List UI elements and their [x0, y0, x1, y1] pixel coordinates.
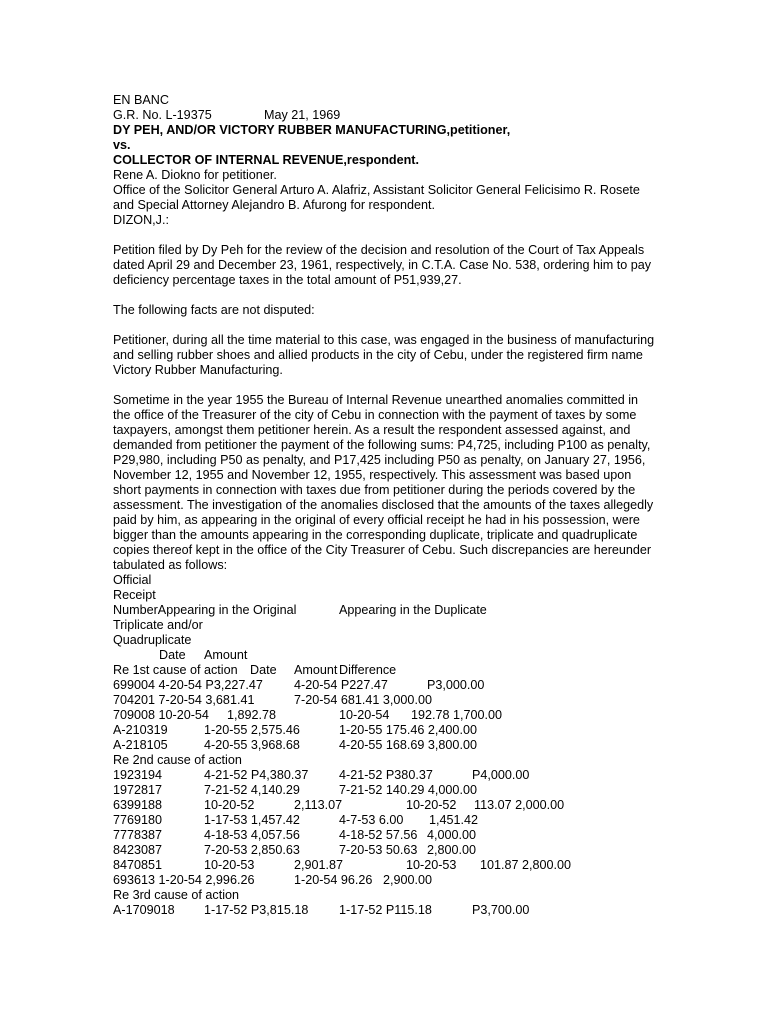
table-section-header: Re 2nd cause of action: [113, 753, 242, 767]
table-section-header: Re 1st cause of action Date Amount Difference: [113, 663, 397, 677]
table-row: 7778387 4-18-53 4,057.56 4-18-52 57.56 4,000.00: [113, 828, 477, 842]
paragraph-petition: Petition filed by Dy Peh for the review of the decision and resolution of the Court of Tax Appeals dated April 29 and December 23, 1961, respectively, in C.T.A. Case No. 538, ordering him to pay deficiency percentage taxes in the total amount of P51,939,27.: [113, 243, 652, 287]
counsel-respondent-line-2: and Special Attorney Alejandro B. Afurong for respondent.: [113, 198, 436, 212]
paragraph-facts-intro: The following facts are not disputed:: [113, 303, 315, 317]
table-row: A-210319 1-20-55 2,575.46 1-20-55 175.46 2,400.00: [113, 723, 477, 737]
petitioner-caption: DY PEH, AND/OR VICTORY RUBBER MANUFACTURING,petitioner,: [113, 123, 511, 137]
paragraph-business: Petitioner, during all the time material to this case, was engaged in the business of manufacturing and selling rubber shoes and allied products in the city of Cebu, under the registered firm name Victory Rubber Manufacturing.: [113, 333, 655, 377]
ponente: DIZON,J.:: [113, 213, 169, 227]
table-row: 6399188 10-20-52 2,113.07 10-20-52 113.07 2,000.00: [113, 798, 565, 812]
table-row: 1923194 4-21-52 P4,380.37 4-21-52 P380.37 P4,000.00: [113, 768, 530, 782]
table-row: A-218105 4-20-55 3,968.68 4-20-55 168.69 3,800.00: [113, 738, 477, 752]
table-header-row: Receipt: [113, 588, 156, 602]
table-row: 1972817 7-21-52 4,140.29 7-21-52 140.29 4,000.00: [113, 783, 477, 797]
table-header-row: NumberAppearing in the Original Appearing in the Duplicate: [113, 603, 487, 617]
table-row: 7769180 1-17-53 1,457.42 4-7-53 6.00 1,451.42: [113, 813, 479, 827]
counsel-respondent-line-1: Office of the Solicitor General Arturo A. Alafriz, Assistant Solicitor General Felicisimo R. Rosete: [113, 183, 640, 197]
case-number-line: [113, 108, 658, 123]
versus: vs.: [113, 138, 131, 152]
decision-date: May 21, 1969: [264, 108, 341, 122]
counsel-petitioner: Rene A. Diokno for petitioner.: [113, 168, 277, 182]
table-row: 699004 4-20-54 P3,227.47 4-20-54 P227.47 P3,000.00: [113, 678, 485, 692]
table-header-row: Triplicate and/or: [113, 618, 203, 632]
document-page: [113, 93, 658, 918]
case-number: G.R. No. L-19375: [113, 108, 212, 122]
table-row: 709008 10-20-54 1,892.78 10-20-54 192.78 1,700.00: [113, 708, 503, 722]
court-division: EN BANC: [113, 93, 169, 107]
table-header-row: Official: [113, 573, 152, 587]
table-row: 704201 7-20-54 3,681.41 7-20-54 681.41 3,000.00: [113, 693, 432, 707]
table-header-row: Date Amount: [159, 648, 248, 662]
respondent-caption: COLLECTOR OF INTERNAL REVENUE,respondent.: [113, 153, 420, 167]
discrepancy-table: [113, 573, 658, 918]
table-header-row: Quadruplicate: [113, 633, 192, 647]
paragraph-assessment: Sometime in the year 1955 the Bureau of Internal Revenue unearthed anomalies committed in the office of the Treasurer of the city of Cebu in connection with the payment of taxes by some taxpayers, amongst them petitioner herein. As a result the respondent assessed against, and demanded from petitioner the payment of the following sums: P4,725, including P100 as penalty, P29,980, including P50 as penalty, and P17,425 including P50 as penalty, on January 27, 1956, November 12, 1955 and November 12, 1955, respectively. This assessment was based upon short payments in connection with taxes due from petitioner during the periods covered by the assessment. The investigation of the anomalies disclosed that the amounts of the taxes allegedly paid by him, as appearing in the original of every official receipt he had in his possession, were bigger than the amounts appearing in the corresponding duplicate, triplicate and quadruplicate copies thereof kept in the office of the City Treasurer of Cebu. Such discrepancies are hereunder tabulated as follows:: [113, 393, 654, 572]
table-row: 8423087 7-20-53 2,850.63 7-20-53 50.63 2,800.00: [113, 843, 477, 857]
table-section-header: Re 3rd cause of action: [113, 888, 240, 902]
table-row: A-1709018 1-17-52 P3,815.18 1-17-52 P115.18 P3,700.00: [113, 903, 530, 917]
table-row: 8470851 10-20-53 2,901.87 10-20-53 101.87 2,800.00: [113, 858, 572, 872]
table-row: 693613 1-20-54 2,996.26 1-20-54 96.26 2,900.00: [113, 873, 433, 887]
